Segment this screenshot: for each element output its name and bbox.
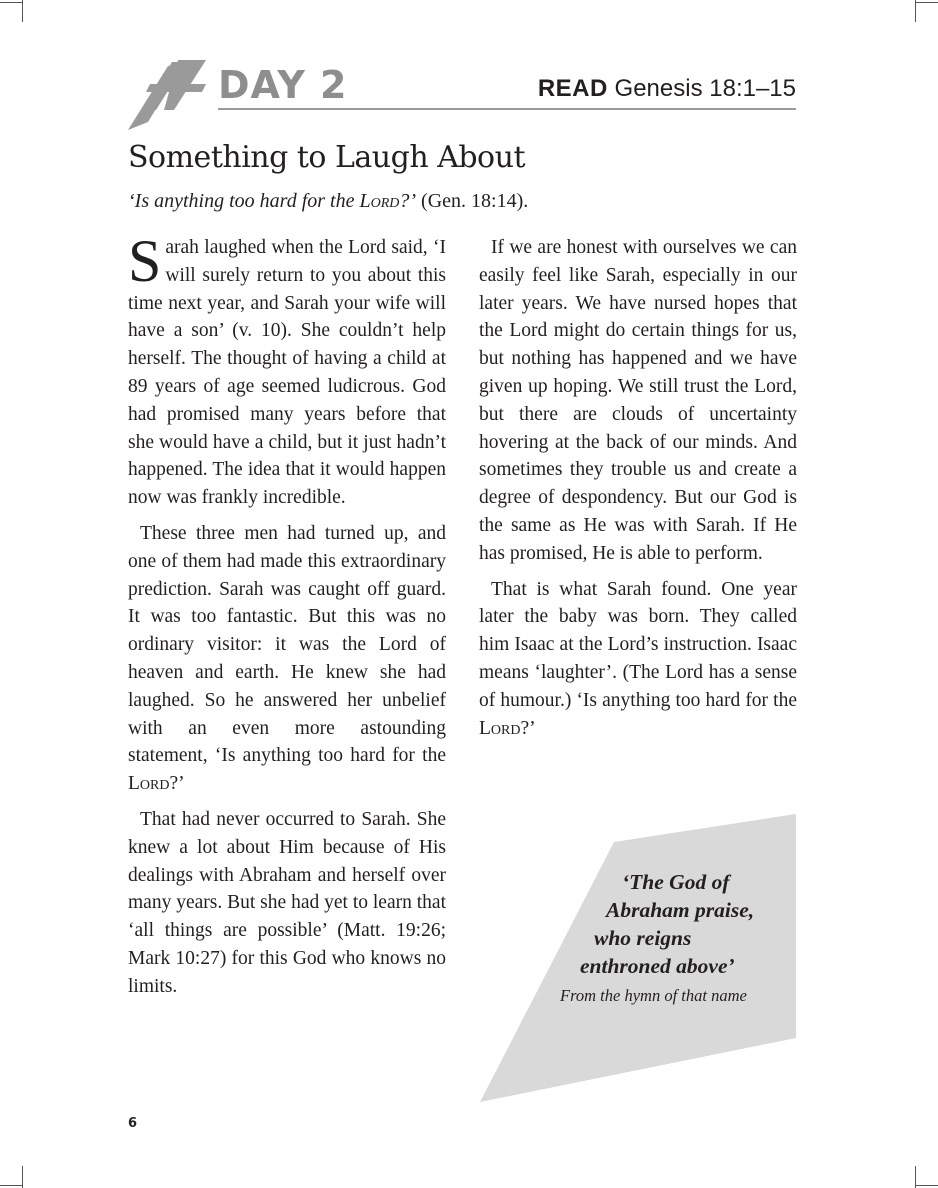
crop-mark-top-right (916, 2, 938, 3)
paragraph-3: That had never occurred to Sarah. She knew a lot about Him because of His dealings with Abraham and herself over many years. But she had yet to learn that ‘all things are possible’ (Matt. 19:26; Mark 10:27) for this God who knows no limits. (128, 808, 446, 997)
header-rule (218, 108, 796, 110)
paragraph-5-text: That is what Sarah found. One year later the baby was born. They called him Isaac at the Lord’s instruction. Isaac means ‘laughter’. (The Lord has a sense of humour.) ‘Is anything too hard for the (479, 578, 797, 711)
crop-mark-bottom-right (916, 1185, 938, 1186)
paragraph-5 (479, 576, 797, 743)
read-label: READ (537, 75, 608, 102)
paragraph-2-end: ?’ (169, 773, 185, 795)
quote-line-4: enthroned above’ (580, 954, 735, 978)
page-title: Something to Laugh About (128, 140, 525, 175)
paragraph-5-lord: Lord (479, 717, 521, 739)
left-column (128, 228, 446, 1009)
quote-source: From the hymn of that name (560, 986, 747, 1005)
crop-mark-bottom-left (0, 1185, 22, 1186)
key-verse (128, 188, 608, 214)
paragraph-4: If we are honest with ourselves we can easily feel like Sarah, especially in our later years. We have nursed hopes that the Lord might do certain things for us, but nothing has happened and we have given up hoping. We still trust the Lord, but there are clouds of uncertainty hovering at the back of our minds. And sometimes they trouble us and create a degree of despondency. But our God is the same as He was with Sarah. If He has promised, He is able to perform. (479, 237, 797, 564)
cross-logo-icon (128, 60, 206, 130)
drop-cap: S (128, 228, 162, 294)
key-verse-citation: (Gen. 18:14). (416, 190, 529, 212)
key-verse-lord: Lord (359, 190, 400, 212)
day-label: DAY 2 (218, 63, 348, 107)
paragraph-2 (128, 520, 446, 798)
paragraph-2-lord: Lord (128, 773, 170, 795)
paragraph-5-end: ?’ (520, 717, 536, 739)
right-column (479, 234, 797, 750)
quote-line-3: who reigns (594, 926, 692, 950)
page-number: 6 (128, 1116, 138, 1131)
key-verse-end: ?’ (399, 190, 417, 212)
crop-mark-bottom-right-v (915, 1166, 916, 1188)
crop-mark-top-right-v (915, 0, 916, 22)
paragraph-1-text: arah laughed when the Lord said, ‘I will surely return to you about this time next year, and Sarah your wife will have a son’ (v. 10). She couldn’t help herself. The thought of having a child at 89 years of age seemed ludicrous. God had promised many years before that she would have a child, but it just hadn’t happened. The idea that it would happen now was frankly incredible. (128, 237, 446, 509)
key-verse-quote (128, 190, 416, 212)
key-verse-text: ‘Is anything too hard for the (128, 190, 360, 212)
reading-reference (538, 74, 796, 104)
quote-line-2: Abraham praise, (606, 898, 755, 922)
crop-mark-top-left (0, 2, 22, 3)
quote-line-1: ‘The God of (622, 870, 730, 894)
paragraph-1 (128, 228, 446, 512)
crop-mark-bottom-left-v (22, 1166, 23, 1188)
scripture-reference: Genesis 18:1–15 (614, 75, 796, 102)
crop-mark-top-left-v (22, 0, 23, 22)
paragraph-2-text: These three men had turned up, and one of them had made this extraordinary prediction. Sarah was caught off guard. It was too fantastic. But this was no ordinary visitor: it was the Lord of heaven and earth. He knew she had laughed. So he answered her unbelief with an even more astounding statement, ‘Is anything too hard for the (128, 522, 446, 767)
